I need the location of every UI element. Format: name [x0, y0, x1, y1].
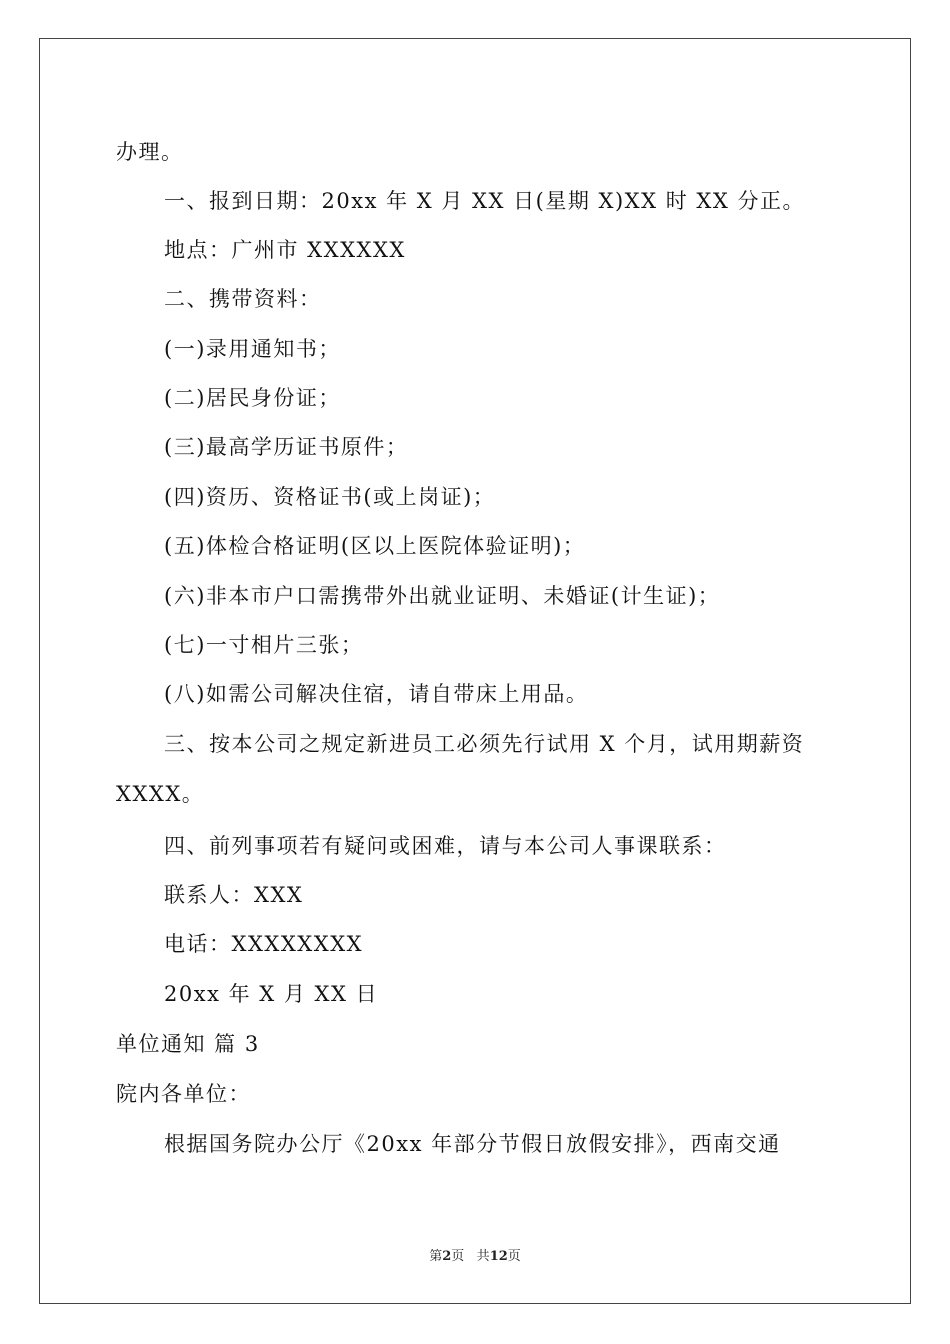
text-line: (七)一寸相片三张； — [164, 633, 364, 657]
text-line: 地点：广州市 XXXXXX — [164, 238, 406, 262]
footer-prefix: 第 — [429, 1249, 443, 1264]
text-line: 二、携带资料： — [164, 287, 322, 311]
text-line: XXXX。 — [116, 782, 205, 806]
text-line: 院内各单位： — [116, 1082, 251, 1106]
page-frame — [39, 38, 911, 1304]
page-footer — [0, 1248, 950, 1266]
text-line: (四)资历、资格证书(或上岗证)； — [164, 485, 496, 509]
footer-page-suffix: 页 — [451, 1249, 465, 1264]
text-line: 办理。 — [116, 140, 184, 164]
text-line: (一)录用通知书； — [164, 337, 341, 361]
text-line: (三)最高学历证书原件； — [164, 435, 409, 459]
section-heading: 单位通知 篇 3 — [116, 1032, 260, 1056]
text-line: 电话：XXXXXXXX — [164, 932, 364, 956]
text-line: 根据国务院办公厅《20xx 年部分节假日放假安排》，西南交通 — [164, 1132, 781, 1156]
footer-total-suffix: 页 — [507, 1249, 521, 1264]
text-line: 四、前列事项若有疑问或困难，请与本公司人事课联系： — [164, 834, 727, 858]
text-line: 三、按本公司之规定新进员工必须先行试用 X 个月，试用期薪资 — [164, 732, 805, 756]
text-line: (八)如需公司解决住宿，请自带床上用品。 — [164, 682, 589, 706]
text-line: 联系人：XXX — [164, 883, 304, 907]
text-line: 一、报到日期：20xx 年 X 月 XX 日(星期 X)XX 时 XX 分正。 — [164, 189, 805, 213]
text-line: (二)居民身份证； — [164, 386, 341, 410]
footer-total-prefix: 共 — [476, 1249, 490, 1264]
text-line: (五)体检合格证明(区以上医院体验证明)； — [164, 534, 586, 558]
text-line: 20xx 年 X 月 XX 日 — [164, 982, 379, 1006]
current-page-number: 2 — [442, 1249, 452, 1264]
total-page-number: 12 — [489, 1249, 508, 1264]
text-line: (六)非本市户口需携带外出就业证明、未婚证(计生证)； — [164, 584, 721, 608]
